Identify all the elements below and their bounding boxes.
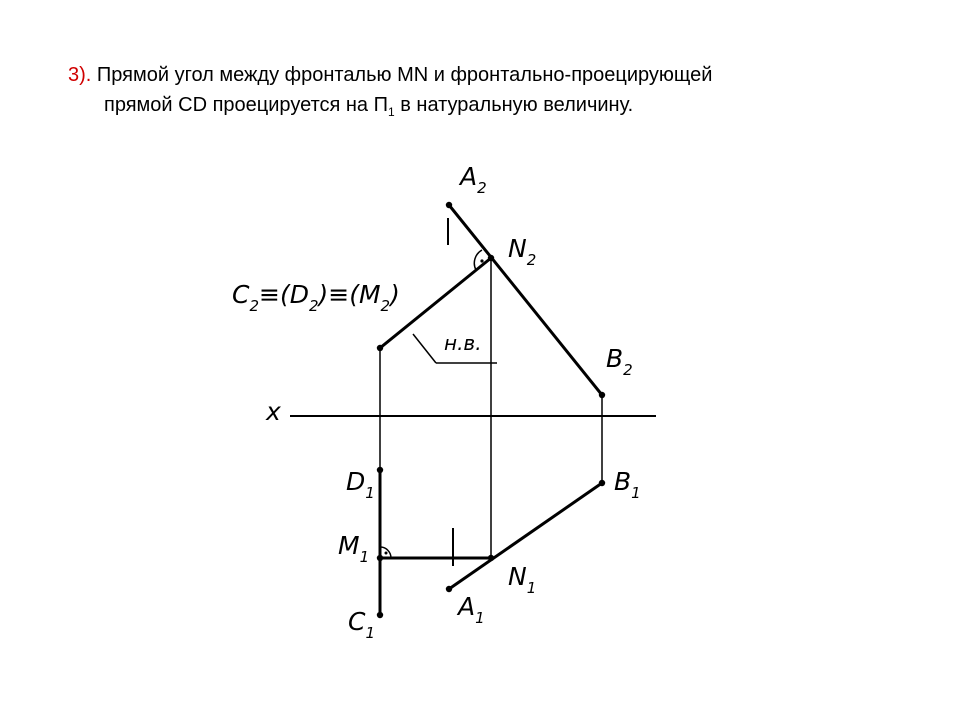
heading-line2-end: в натуральную величину. [394,94,634,116]
point-b1 [599,480,605,486]
point-b2 [599,392,605,398]
point-a2 [446,202,452,208]
label-m1: $M_1$ [338,531,370,566]
heading-line2-sub: 1 [387,105,395,119]
point-n1 [488,555,494,561]
point-d1 [377,467,383,473]
label-d1: $D_1$ [346,467,375,502]
label-a2: $A_2$ [460,162,487,197]
label-b2: $B_2$ [606,344,633,379]
point-n2 [488,255,494,261]
point-m1 [377,555,383,561]
heading-number: 3). [68,64,92,86]
label-axis-x: x [266,397,281,426]
right-angle-dot-m1 [385,552,388,555]
label-n2: $N_2$ [508,234,537,269]
right-angle-dot-n2 [480,259,483,262]
label-c1: $C_1$ [348,607,376,642]
point-c1 [377,612,383,618]
label-a1: $A_1$ [458,592,485,627]
heading-line1: Прямой угол между фронталью MN и фронтально-проецирующей [96,64,713,86]
label-nv: н.в. [444,331,482,355]
label-n1: $N_1$ [508,562,537,597]
nv-leader [413,334,436,363]
point-a1 [446,586,452,592]
heading-line2-start: прямой CD проецируется на П [104,94,388,116]
label-b1: $B_1$ [614,467,641,502]
label-c2-d2-m2: $C_2\equiv(D_2)\equiv(M_2)$ [232,280,400,315]
point-c2 [377,345,383,351]
